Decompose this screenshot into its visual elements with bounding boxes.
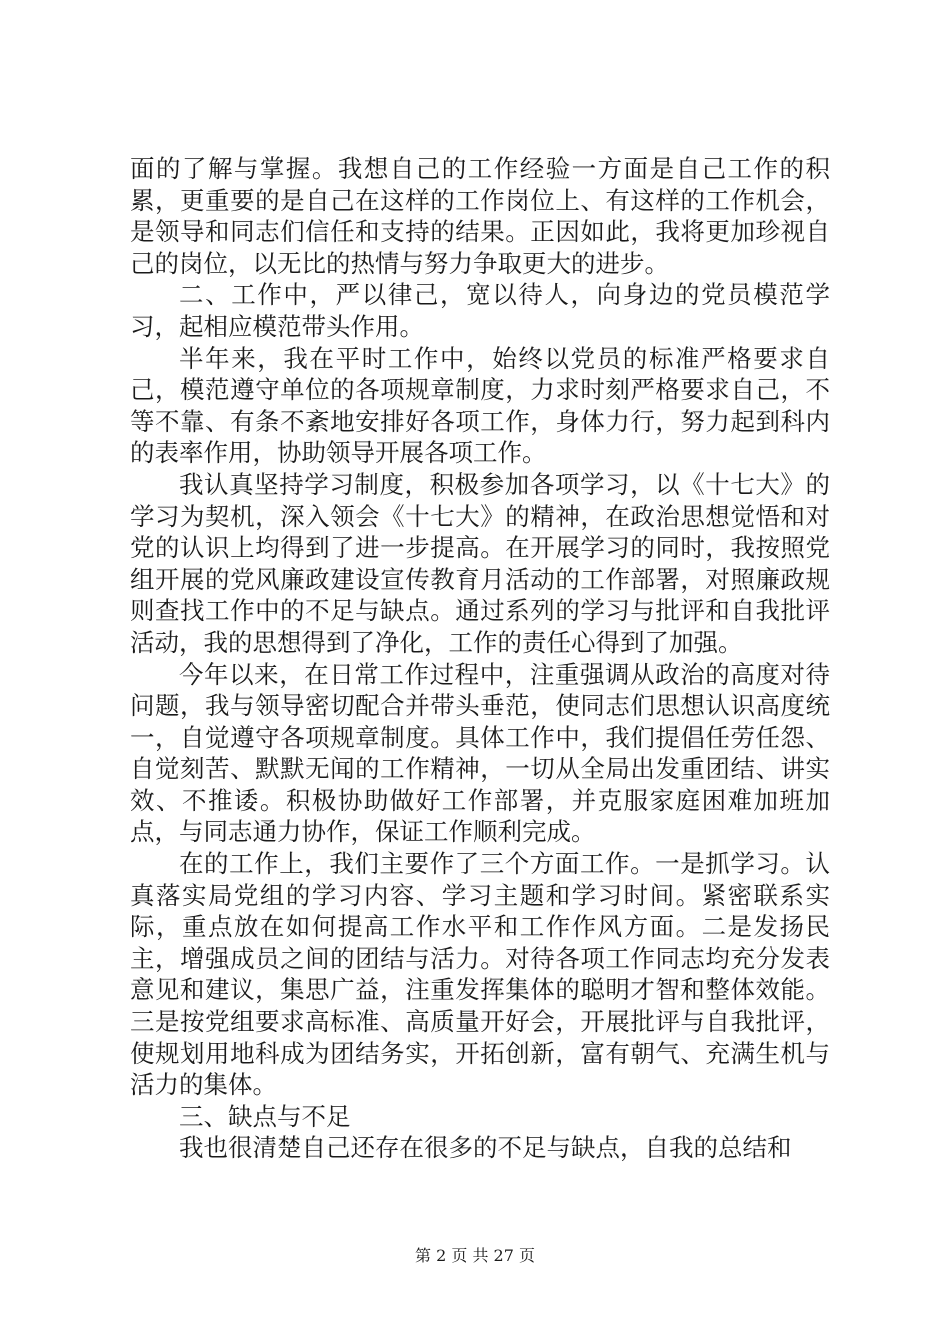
section-heading-2: 二、工作中，严以律己，宽以待人，向身边的党员模范学习，起相应模范带头作用。 [130,280,830,341]
paragraph-continuation: 面的了解与掌握。我想自己的工作经验一方面是自己工作的积累，更重要的是自己在这样的工作岗位上、有这样的工作机会，是领导和同志们信任和支持的结果。正因如此，我将更加珍视自己的岗位，以无比的热情与努力争取更大的进步。 [130,154,830,278]
page-number-footer: 第 2 页 共 27 页 [415,1246,535,1265]
paragraph-three-aspects: 在的工作上，我们主要作了三个方面工作。一是抓学习。认真落实局党组的学习内容、学习主题和学习时间。紧密联系实际，重点放在如何提高工作水平和工作作风方面。二是发扬民主，增强成员之间的团结与活力。对待各项工作同志均充分发表意见和建议，集思广益，注重发挥集体的聪明才智和整体效能。三是按党组要求高标准、高质量开好会，开展批评与自我批评，使规划用地科成为团结务实，开拓创新，富有朝气、充满生机与活力的集体。 [130,849,830,1100]
paragraph-study: 我认真坚持学习制度，积极参加各项学习，以《十七大》的学习为契机，深入领会《十七大》的精神，在政治思想觉悟和对党的认识上均得到了进一步提高。在开展学习的同时，我按照党组开展的党风廉政建设宣传教育月活动的工作部署，对照廉政规则查找工作中的不足与缺点。通过系列的学习与批评和自我批评活动，我的思想得到了净化，工作的责任心得到了加强。 [130,469,830,657]
paragraph-half-year: 半年来，我在平时工作中，始终以党员的标准严格要求自己，模范遵守单位的各项规章制度，力求时刻严格要求自己，不等不靠、有条不紊地安排好各项工作，身体力行，努力起到科内的表率作用，协助领导开展各项工作。 [130,343,830,468]
paragraph-shortcomings: 我也很清楚自己还存在很多的不足与缺点，自我的总结和 [179,1133,792,1163]
section-heading-3: 三、缺点与不足 [179,1101,351,1131]
document-body [130,153,830,1164]
paragraph-this-year: 今年以来，在日常工作过程中，注重强调从政治的高度对待问题，我与领导密切配合并带头垂范，使同志们思想认识高度统一，自觉遵守各项规章制度。具体工作中，我们提倡任劳任怨、自觉刻苦、默默无闻的工作精神，一切从全局出发重团结、讲实效、不推诿。积极协助做好工作部署，并克服家庭困难加班加点，与同志通力协作，保证工作顺利完成。 [130,659,830,847]
